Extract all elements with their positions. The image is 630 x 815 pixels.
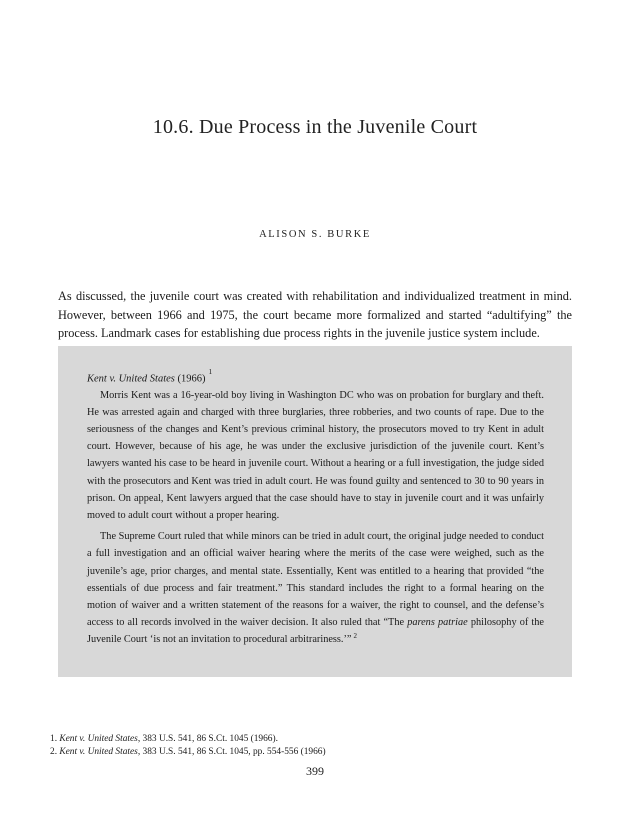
footnote-cite: , 383 U.S. 541, 86 S.Ct. 1045, pp. 554-556 (1966) <box>137 747 326 757</box>
footnote-2 <box>50 746 570 759</box>
footnote-case: Kent v. United States <box>59 734 138 744</box>
footnote-number: 2. <box>50 747 60 757</box>
case-paragraph-2 <box>87 528 544 648</box>
footnote-1 <box>50 733 570 746</box>
chapter-title: 10.6. Due Process in the Juvenile Court <box>152 116 478 138</box>
case-paragraph-2-main: The Supreme Court ruled that while minors can be tried in adult court, the original judge needed to conduct a full investigation and an official waiver hearing where the merits of the case were weighed, such as the juvenile’s age, prior charges, and mental state. Essentially, Kent was entitled to a hearing that provided “the essentials of due process and fair treatment.” This standard includes the right to a formal hearing on the motion of waiver and a written statement of the reasons for a waiver, the right to counsel, and the defense’s access to all records involved in the waiver decision. It also ruled that “The <box>87 531 544 629</box>
author-name: ALISON S. BURKE <box>259 229 371 240</box>
footnote-number: 1. <box>50 734 58 744</box>
case-paragraph-2-end: philosophy of the Juvenile Court ‘is not an invitation to procedural arbitrariness.’” <box>87 617 544 646</box>
case-heading <box>87 367 544 385</box>
case-name: Kent v. United States <box>87 373 175 385</box>
case-box <box>58 346 572 677</box>
page-number: 399 <box>306 764 324 778</box>
case-paragraph-2-italic: parens patriae <box>407 617 468 629</box>
intro-paragraph: As discussed, the juvenile court was created with rehabilitation and individualized treatment in mind. However, between 1966 and 1975, the court became more formalized and started “adultifying” the process. Landmark cases for establishing due process rights in the juvenile justice system include. <box>58 289 572 340</box>
case-paragraph-1: Morris Kent was a 16-year-old boy living in Washington DC who was on probation for burglary and theft. He was arrested again and charged with three burglaries, three robberies, and two counts of rape. Due to the seriousness of the changes and Kent’s previous criminal history, the prosecutors moved to try Kent in adult court. However, because of his age, he was under the exclusive jurisdiction of the juvenile court. Kent’s lawyers wanted his case to be heard in juvenile court. Without a hearing or a full investigation, the judge sided with the prosecutors and Kent was tried in adult court. He was found guilty and sentenced to 30 to 90 years in prison. On appeal, Kent lawyers argued that the case should have to stay in juvenile court and it was unfairly moved to adult court without a proper hearing. <box>87 389 544 521</box>
footnote-cite: , 383 U.S. 541, 86 S.Ct. 1045 (1966). <box>137 734 278 744</box>
footnote-case: Kent v. United States <box>59 747 138 757</box>
case-year: (1966) <box>177 373 206 385</box>
footnotes <box>50 733 570 759</box>
footnote-ref-1[interactable]: 1 <box>208 367 213 376</box>
footnote-ref-2[interactable]: 2 <box>353 631 358 640</box>
